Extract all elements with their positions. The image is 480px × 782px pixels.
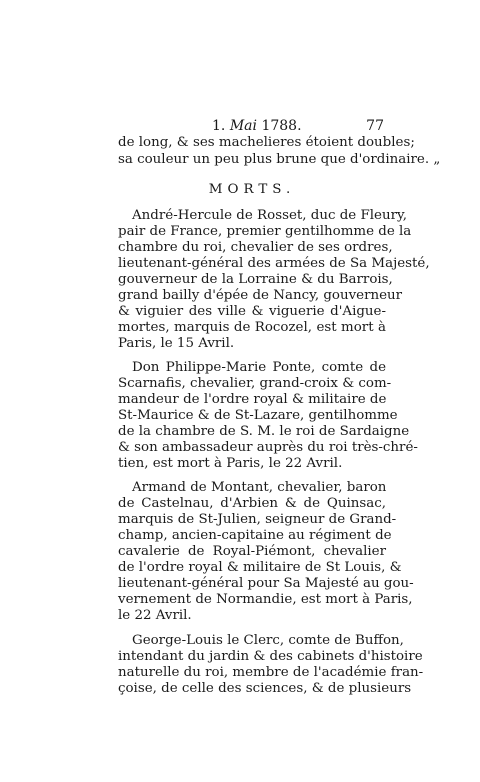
entry-line: de l'ordre royal & militaire de St Louis, &	[118, 560, 402, 575]
entry-line: St-Maurice & de St-Lazare, gentilhomme	[118, 408, 398, 423]
entry-line: Scarnafis, chevalier, grand-croix & com-	[118, 376, 392, 391]
entry-line: mortes, marquis de Rocozel, est mort à	[118, 320, 386, 335]
entry-line: & son ambassadeur auprès du roi très-chré-	[118, 440, 418, 455]
entry-line: chambre du roi, chevalier de ses ordres,	[118, 240, 393, 255]
entry-line: & viguier des ville & viguerie d'Aigue-	[118, 304, 386, 319]
entry-line: de la chambre de S. M. le roi de Sardaigne	[118, 424, 410, 439]
entry-line: cavalerie de Royal-Piémont, chevalier	[118, 544, 386, 559]
entry-line: vernement de Normandie, est mort à Paris,	[118, 592, 413, 607]
entry-line: gouverneur de la Lorraine & du Barrois,	[118, 272, 393, 287]
entry-line: çoise, de celle des sciences, & de plusieurs	[118, 681, 412, 696]
entry-line: naturelle du roi, membre de l'académie fran-	[118, 665, 424, 680]
section-title: MORTS.	[208, 182, 296, 197]
running-header	[120, 118, 384, 136]
entry-line: marquis de St-Julien, seigneur de Grand-	[118, 512, 397, 527]
header-date: 1. Mai 1788.	[212, 118, 302, 134]
header-month: Mai	[229, 118, 257, 134]
entry-line: de Castelnau, d'Arbien & de Quinsac,	[118, 496, 386, 511]
entry-line: intendant du jardin & des cabinets d'histoire	[118, 649, 423, 664]
entry-line: champ, ancien-capitaine au régiment de	[118, 528, 392, 543]
entry-line: pair de France, premier gentilhomme de la	[118, 224, 412, 239]
entry-line: lieutenant-général des armées de Sa Majesté,	[118, 256, 430, 271]
entry-line: lieutenant-général pour Sa Majesté au gou-	[118, 576, 414, 591]
continuation-line: sa couleur un peu plus brune que d'ordinaire. „	[118, 152, 441, 167]
entry-line: George-Louis le Clerc, comte de Buffon,	[132, 633, 404, 648]
entry-line: grand bailly d'épée de Nancy, gouverneur	[118, 288, 403, 303]
header-year: 1788.	[261, 118, 302, 134]
entry-line: tien, est mort à Paris, le 22 Avril.	[118, 456, 343, 471]
entry-line: André-Hercule de Rosset, duc de Fleury,	[132, 208, 408, 223]
entry-line: Paris, le 15 Avril.	[118, 336, 235, 351]
continuation-line: de long, & ses machelieres étoient doubles;	[118, 135, 415, 150]
entry-line: le 22 Avril.	[118, 608, 192, 623]
entry-line: mandeur de l'ordre royal & militaire de	[118, 392, 387, 407]
entry-line: Armand de Montant, chevalier, baron	[132, 480, 387, 495]
page-number: 77	[366, 118, 384, 134]
entry-line: Don Philippe-Marie Ponte, comte de	[132, 360, 386, 375]
